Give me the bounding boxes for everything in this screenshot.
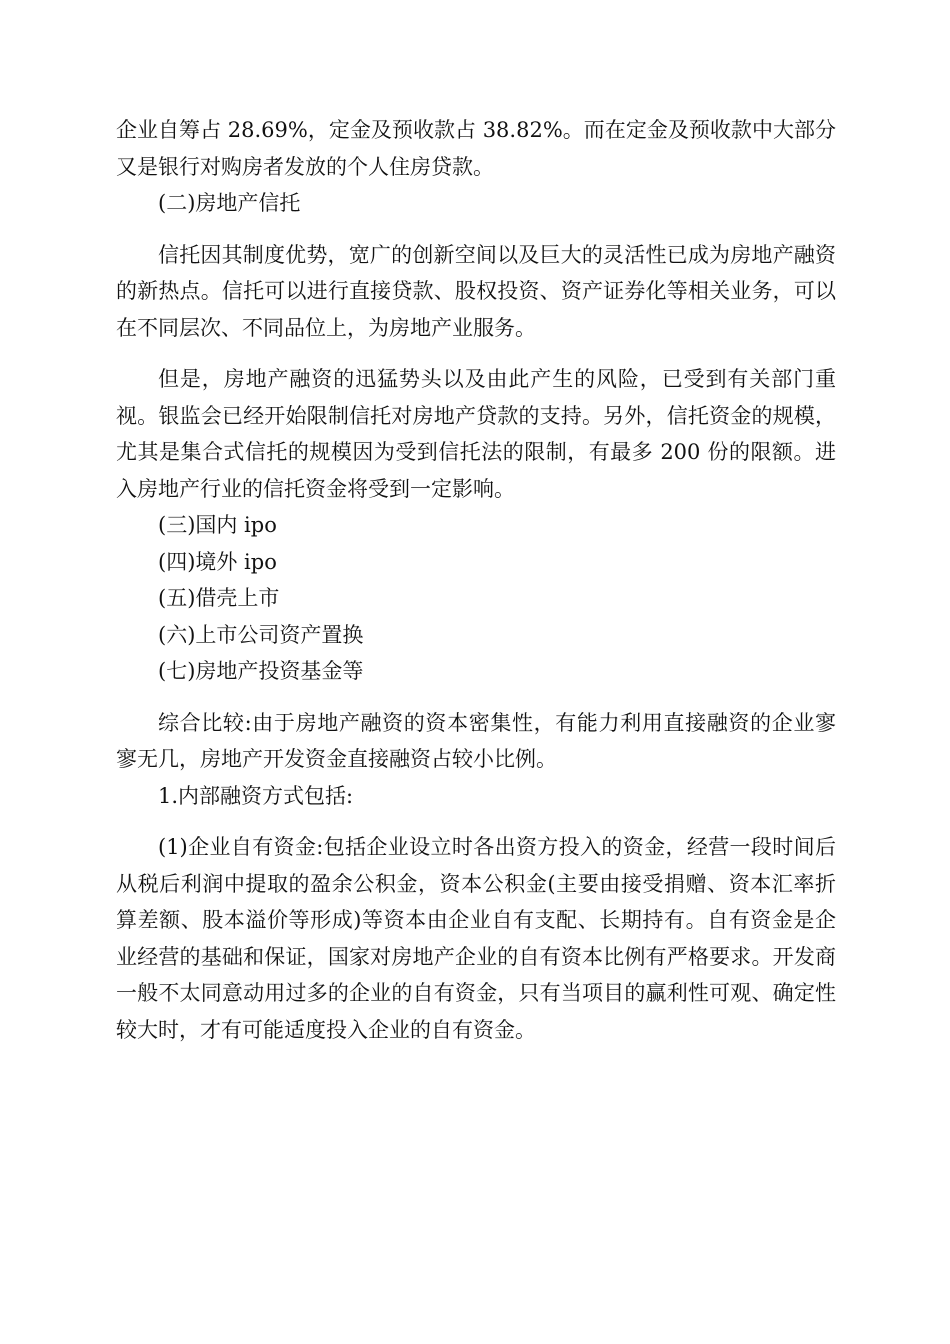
paragraph-funding-sources: 企业自筹占 28.69%，定金及预收款占 38.82%。而在定金及预收款中大部分又是银行对购房者发放的个人住房贷款。 bbox=[116, 118, 836, 179]
paragraph-trust-advantages: 信托因其制度优势，宽广的创新空间以及巨大的灵活性已成为房地产融资的新热点。信托可以进行直接贷款、股权投资、资产证券化等相关业务，可以在不同层次、不同品位上，为房地产业服务。 bbox=[116, 242, 836, 340]
heading-investment-fund: (七)房地产投资基金等 bbox=[158, 659, 364, 683]
paragraph-comparison: 综合比较:由于房地产融资的资本密集性，有能力利用直接融资的企业寥寥无几，房地产开发资金直接融资占较小比例。 bbox=[116, 710, 836, 771]
heading-real-estate-trust: (二)房地产信托 bbox=[158, 191, 301, 215]
heading-overseas-ipo: (四)境外 ipo bbox=[158, 549, 277, 574]
heading-backdoor-listing: (五)借壳上市 bbox=[158, 586, 280, 610]
heading-domestic-ipo: (三)国内 ipo bbox=[158, 513, 277, 537]
document-body bbox=[116, 112, 836, 1048]
paragraph-trust-risks: 但是，房地产融资的迅猛势头以及由此产生的风险，已受到有关部门重视。银监会已经开始限制信托对房地产贷款的支持。另外，信托资金的规模，尤其是集合式信托的规模因为受到信托法的限制，有最多 200 份的限额。进入房地产行业的信托资金将受到一定影响。 bbox=[116, 367, 836, 501]
paragraph-own-funds: (1)企业自有资金:包括企业设立时各出资方投入的资金，经营一段时间后从税后利润中提取的盈余公积金，资本公积金(主要由接受捐赠、资本汇率折算差额、股本溢价等形成)等资本由企业自有支配、长期持有。自有资金是企业经营的基础和保证，国家对房地产企业的自有资本比例有严格要求。开发商一般不太同意动用过多的企业的自有资金，只有当项目的赢利性可观、确定性较大时，才有可能适度投入企业的自有资金。 bbox=[116, 835, 836, 1042]
heading-asset-swap: (六)上市公司资产置换 bbox=[158, 622, 364, 647]
heading-internal-financing: 1.内部融资方式包括: bbox=[158, 783, 354, 808]
